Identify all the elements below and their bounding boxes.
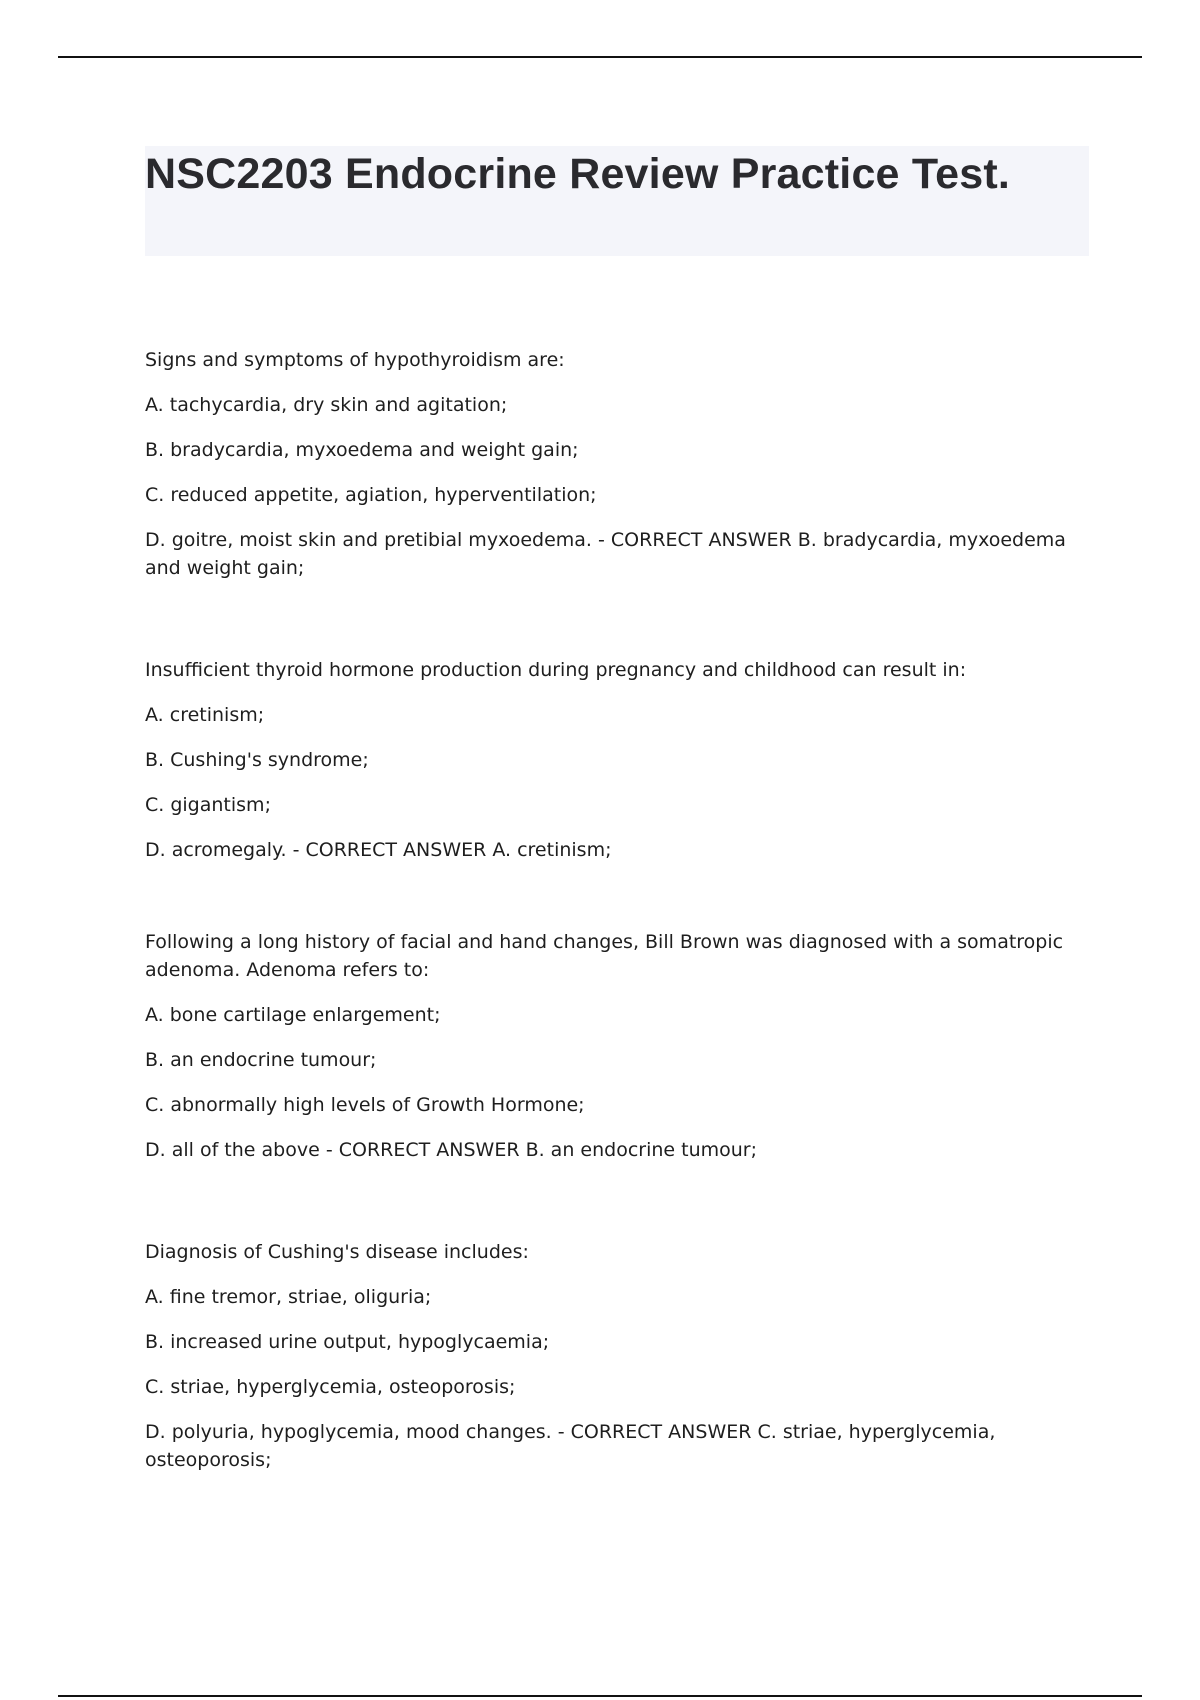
option-c: C. striae, hyperglycemia, osteoporosis; xyxy=(145,1376,516,1398)
option-d-with-answer: D. polyuria, hypoglycemia, mood changes. - CORRECT ANSWER C. striae, hyperglycemia, osteoporosis; xyxy=(145,1421,996,1471)
option-a: A. bone cartilage enlargement; xyxy=(145,1004,441,1026)
option-a: A. cretinism; xyxy=(145,704,265,726)
option-c: C. gigantism; xyxy=(145,794,271,816)
title-banner xyxy=(145,146,1089,256)
option-b: B. an endocrine tumour; xyxy=(145,1049,377,1071)
footer-divider xyxy=(58,1695,1142,1697)
option-c: C. reduced appetite, agiation, hyperventilation; xyxy=(145,484,597,506)
option-d-with-answer: D. acromegaly. - CORRECT ANSWER A. cretinism; xyxy=(145,839,612,861)
option-d-with-answer: D. all of the above - CORRECT ANSWER B. an endocrine tumour; xyxy=(145,1139,758,1161)
option-d-with-answer: D. goitre, moist skin and pretibial myxoedema. - CORRECT ANSWER B. bradycardia, myxoedema and weight gain; xyxy=(145,529,1066,579)
question-4 xyxy=(145,1238,1075,1474)
question-2 xyxy=(145,656,1075,864)
question-stem: Diagnosis of Cushing's disease includes: xyxy=(145,1241,529,1263)
question-3 xyxy=(145,928,1075,1164)
question-stem: Following a long history of facial and hand changes, Bill Brown was diagnosed with a somatropic adenoma. Adenoma refers to: xyxy=(145,931,1064,981)
question-stem: Insufficient thyroid hormone production during pregnancy and childhood can result in: xyxy=(145,659,967,681)
document-title: NSC2203 Endocrine Review Practice Test. xyxy=(145,150,1010,198)
option-b: B. increased urine output, hypoglycaemia; xyxy=(145,1331,550,1353)
option-b: B. Cushing's syndrome; xyxy=(145,749,369,771)
option-b: B. bradycardia, myxoedema and weight gain; xyxy=(145,439,579,461)
option-c: C. abnormally high levels of Growth Hormone; xyxy=(145,1094,585,1116)
question-stem: Signs and symptoms of hypothyroidism are: xyxy=(145,349,565,371)
option-a: A. tachycardia, dry skin and agitation; xyxy=(145,394,508,416)
option-a: A. fine tremor, striae, oliguria; xyxy=(145,1286,432,1308)
header-divider xyxy=(58,56,1142,58)
question-1 xyxy=(145,346,1075,582)
question-list xyxy=(145,346,1075,1548)
